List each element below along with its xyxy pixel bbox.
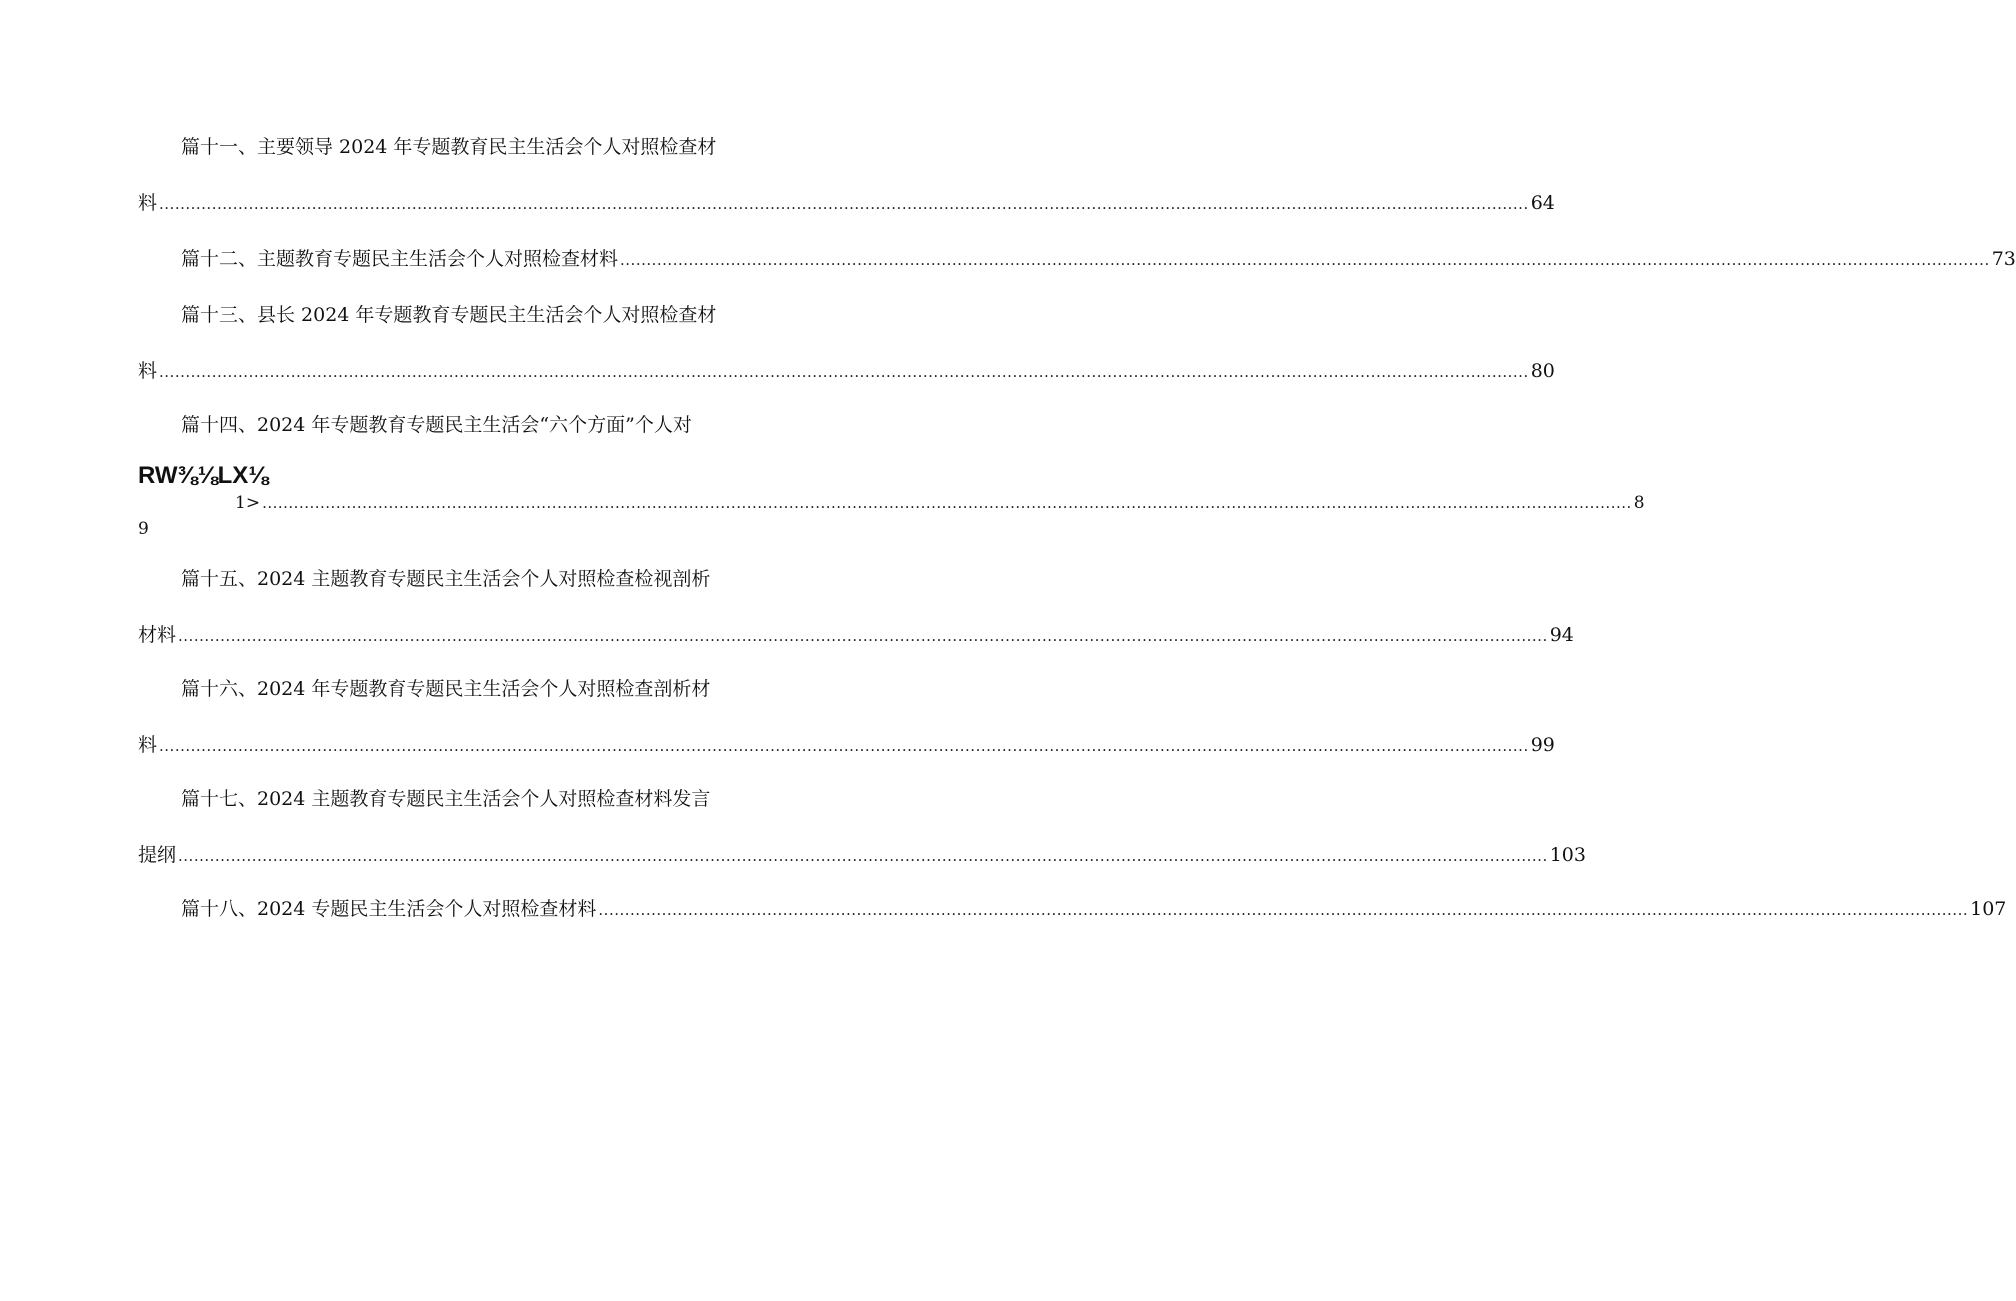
toc-entry-18-title: 篇十八、2024 专题民主生活会个人对照检查材料 <box>181 898 597 920</box>
leader-dots: .................................................................................................................................................................................................................................................................... <box>598 901 1969 919</box>
toc-entry-12-row[interactable] <box>181 244 2016 274</box>
toc-entry-15-title: 篇十五、2024 主题教育专题民主生活会个人对照检查检视剖析 <box>181 568 711 590</box>
toc-entry-14-page: 8 <box>1633 493 1645 513</box>
leader-dots: .................................................................................................................................................................................................................................................................... <box>159 737 1529 755</box>
toc-entry-14-garbled-text: RW⅜⅛LX⅛ <box>138 462 269 489</box>
toc-entry-15-title-cont: 材料 <box>138 624 177 646</box>
leader-dots: .................................................................................................................................................................................................................................................................... <box>159 195 1529 213</box>
leader-dots: .................................................................................................................................................................................................................................................................... <box>159 363 1529 381</box>
toc-entry-14-row[interactable] <box>235 490 1645 516</box>
toc-entry-14-title: 篇十四、2024 年专题教育专题民主生活会“六个方面”个人对 <box>181 414 692 436</box>
leader-dots: .................................................................................................................................................................................................................................................................... <box>178 847 1548 865</box>
toc-entry-13-row[interactable] <box>138 356 1555 386</box>
toc-entry-16-page: 99 <box>1530 734 1555 756</box>
toc-entry-18-row[interactable] <box>181 894 2007 924</box>
toc-entry-13-title: 篇十三、县长 2024 年专题教育专题民主生活会个人对照检查材 <box>181 304 717 326</box>
toc-entry-11-page: 64 <box>1530 192 1555 214</box>
toc-entry-15-row[interactable] <box>138 620 1574 650</box>
toc-entry-13-title-cont: 料 <box>138 360 158 382</box>
leader-dots: .................................................................................................................................................................................................................................................................... <box>178 627 1548 645</box>
toc-entry-11-row[interactable] <box>138 188 1555 218</box>
toc-entry-18-page: 107 <box>1970 898 2007 920</box>
leader-dots: .................................................................................................................................................................................................................................................................... <box>262 494 1632 512</box>
toc-entry-17-row[interactable] <box>138 840 1586 870</box>
toc-entry-11-title: 篇十一、主要领导 2024 年专题教育民主生活会个人对照检查材 <box>181 136 717 158</box>
toc-entry-16-title: 篇十六、2024 年专题教育专题民主生活会个人对照检查剖析材 <box>181 678 711 700</box>
toc-entry-14-page-cont: 9 <box>138 519 149 539</box>
toc-entry-12-page: 73 <box>1991 248 2016 270</box>
toc-entry-14-fragment: 1> <box>235 493 261 513</box>
toc-entry-17-title: 篇十七、2024 主题教育专题民主生活会个人对照检查材料发言 <box>181 788 711 810</box>
leader-dots: .................................................................................................................................................................................................................................................................... <box>620 251 1990 269</box>
toc-entry-15-page: 94 <box>1549 624 1574 646</box>
toc-entry-11-title-cont: 料 <box>138 192 158 214</box>
toc-entry-16-title-cont: 料 <box>138 734 158 756</box>
toc-entry-12-title: 篇十二、主题教育专题民主生活会个人对照检查材料 <box>181 248 619 270</box>
toc-entry-13-page: 80 <box>1530 360 1555 382</box>
toc-entry-16-row[interactable] <box>138 730 1555 760</box>
toc-entry-17-page: 103 <box>1549 844 1586 866</box>
toc-entry-17-title-cont: 提纲 <box>138 844 177 866</box>
